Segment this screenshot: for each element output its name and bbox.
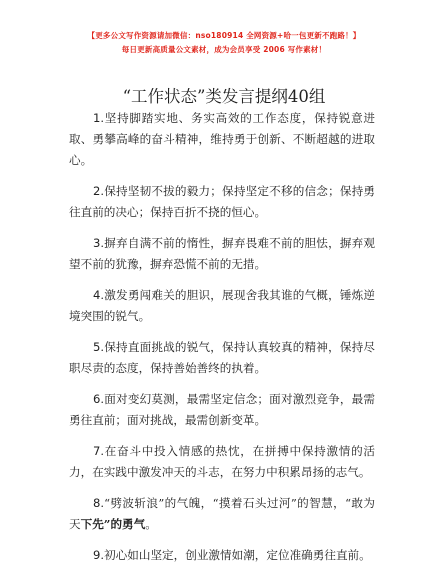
document-title: “工作状态”类发言提纲40组	[122, 87, 326, 106]
item-number: 3	[93, 236, 101, 250]
item-number: 7	[93, 444, 101, 458]
item-text: .在奋斗中投入情感的热忱，在拼搏中保持激情的活力，在实践中激发冲天的斗志，在努力中积累昂扬的志气。	[69, 444, 375, 479]
promo-banner-line-2: 每日更新高质量公文素材，成为会员享受 2006 写作素材！	[121, 45, 327, 54]
item-number: 1	[93, 111, 101, 125]
item-text: .激发勇闯难关的胆识，展现舍我其谁的气概，锤炼逆境突围的锐气。	[69, 288, 375, 323]
list-item	[69, 545, 375, 566]
list-item	[69, 108, 375, 171]
item-number: 5	[93, 340, 101, 354]
item-text: .“劈波斩浪”的气魄，“摸着石头过河”的智慧，“敢为天	[69, 496, 375, 531]
item-text: .初心如山坚定，创业激情如潮，定位准确勇往直前。	[100, 548, 371, 562]
list-item	[69, 285, 375, 327]
promo-banner-line-1: 【更多公文写作资源请加微信：nso180914 全网资源+哈一包更新不跑路！】	[87, 31, 361, 40]
item-text: .保持坚韧不拔的毅力；保持坚定不移的信念；保持勇往直前的决心；保持百折不挠的恒心。	[69, 184, 375, 219]
item-text: .面对变幻莫测，最需坚定信念；面对激烈竞争，最需勇往直前；面对挑战，最需创新变革。	[69, 392, 375, 427]
item-text: .保持直面挑战的锐气，保持认真较真的精神，保持尽职尽责的态度，保持善始善终的执着。	[69, 340, 375, 375]
item-list	[69, 108, 375, 576]
list-item	[69, 181, 375, 223]
list-item	[69, 389, 375, 431]
item-text-bold: 下先”的勇气	[80, 517, 146, 531]
item-number: 2	[93, 184, 101, 198]
item-number: 9	[93, 548, 101, 562]
list-item	[69, 337, 375, 379]
item-number: 4	[93, 288, 101, 302]
list-item	[69, 233, 375, 275]
item-number: 8	[93, 496, 101, 510]
list-item	[69, 493, 375, 535]
list-item	[69, 441, 375, 483]
item-text: .坚持脚踏实地、务实高效的工作态度，保持锐意进取、勇攀高峰的奋斗精神，维持勇于创新、不断超越的进取心。	[69, 111, 375, 167]
item-text: .摒弃自满不前的惰性，摒弃畏难不前的胆怯，摒弃观望不前的犹豫，摒弃恐慌不前的无措。	[69, 236, 375, 271]
item-text-end: 。	[145, 517, 157, 531]
item-number: 6	[93, 392, 101, 406]
